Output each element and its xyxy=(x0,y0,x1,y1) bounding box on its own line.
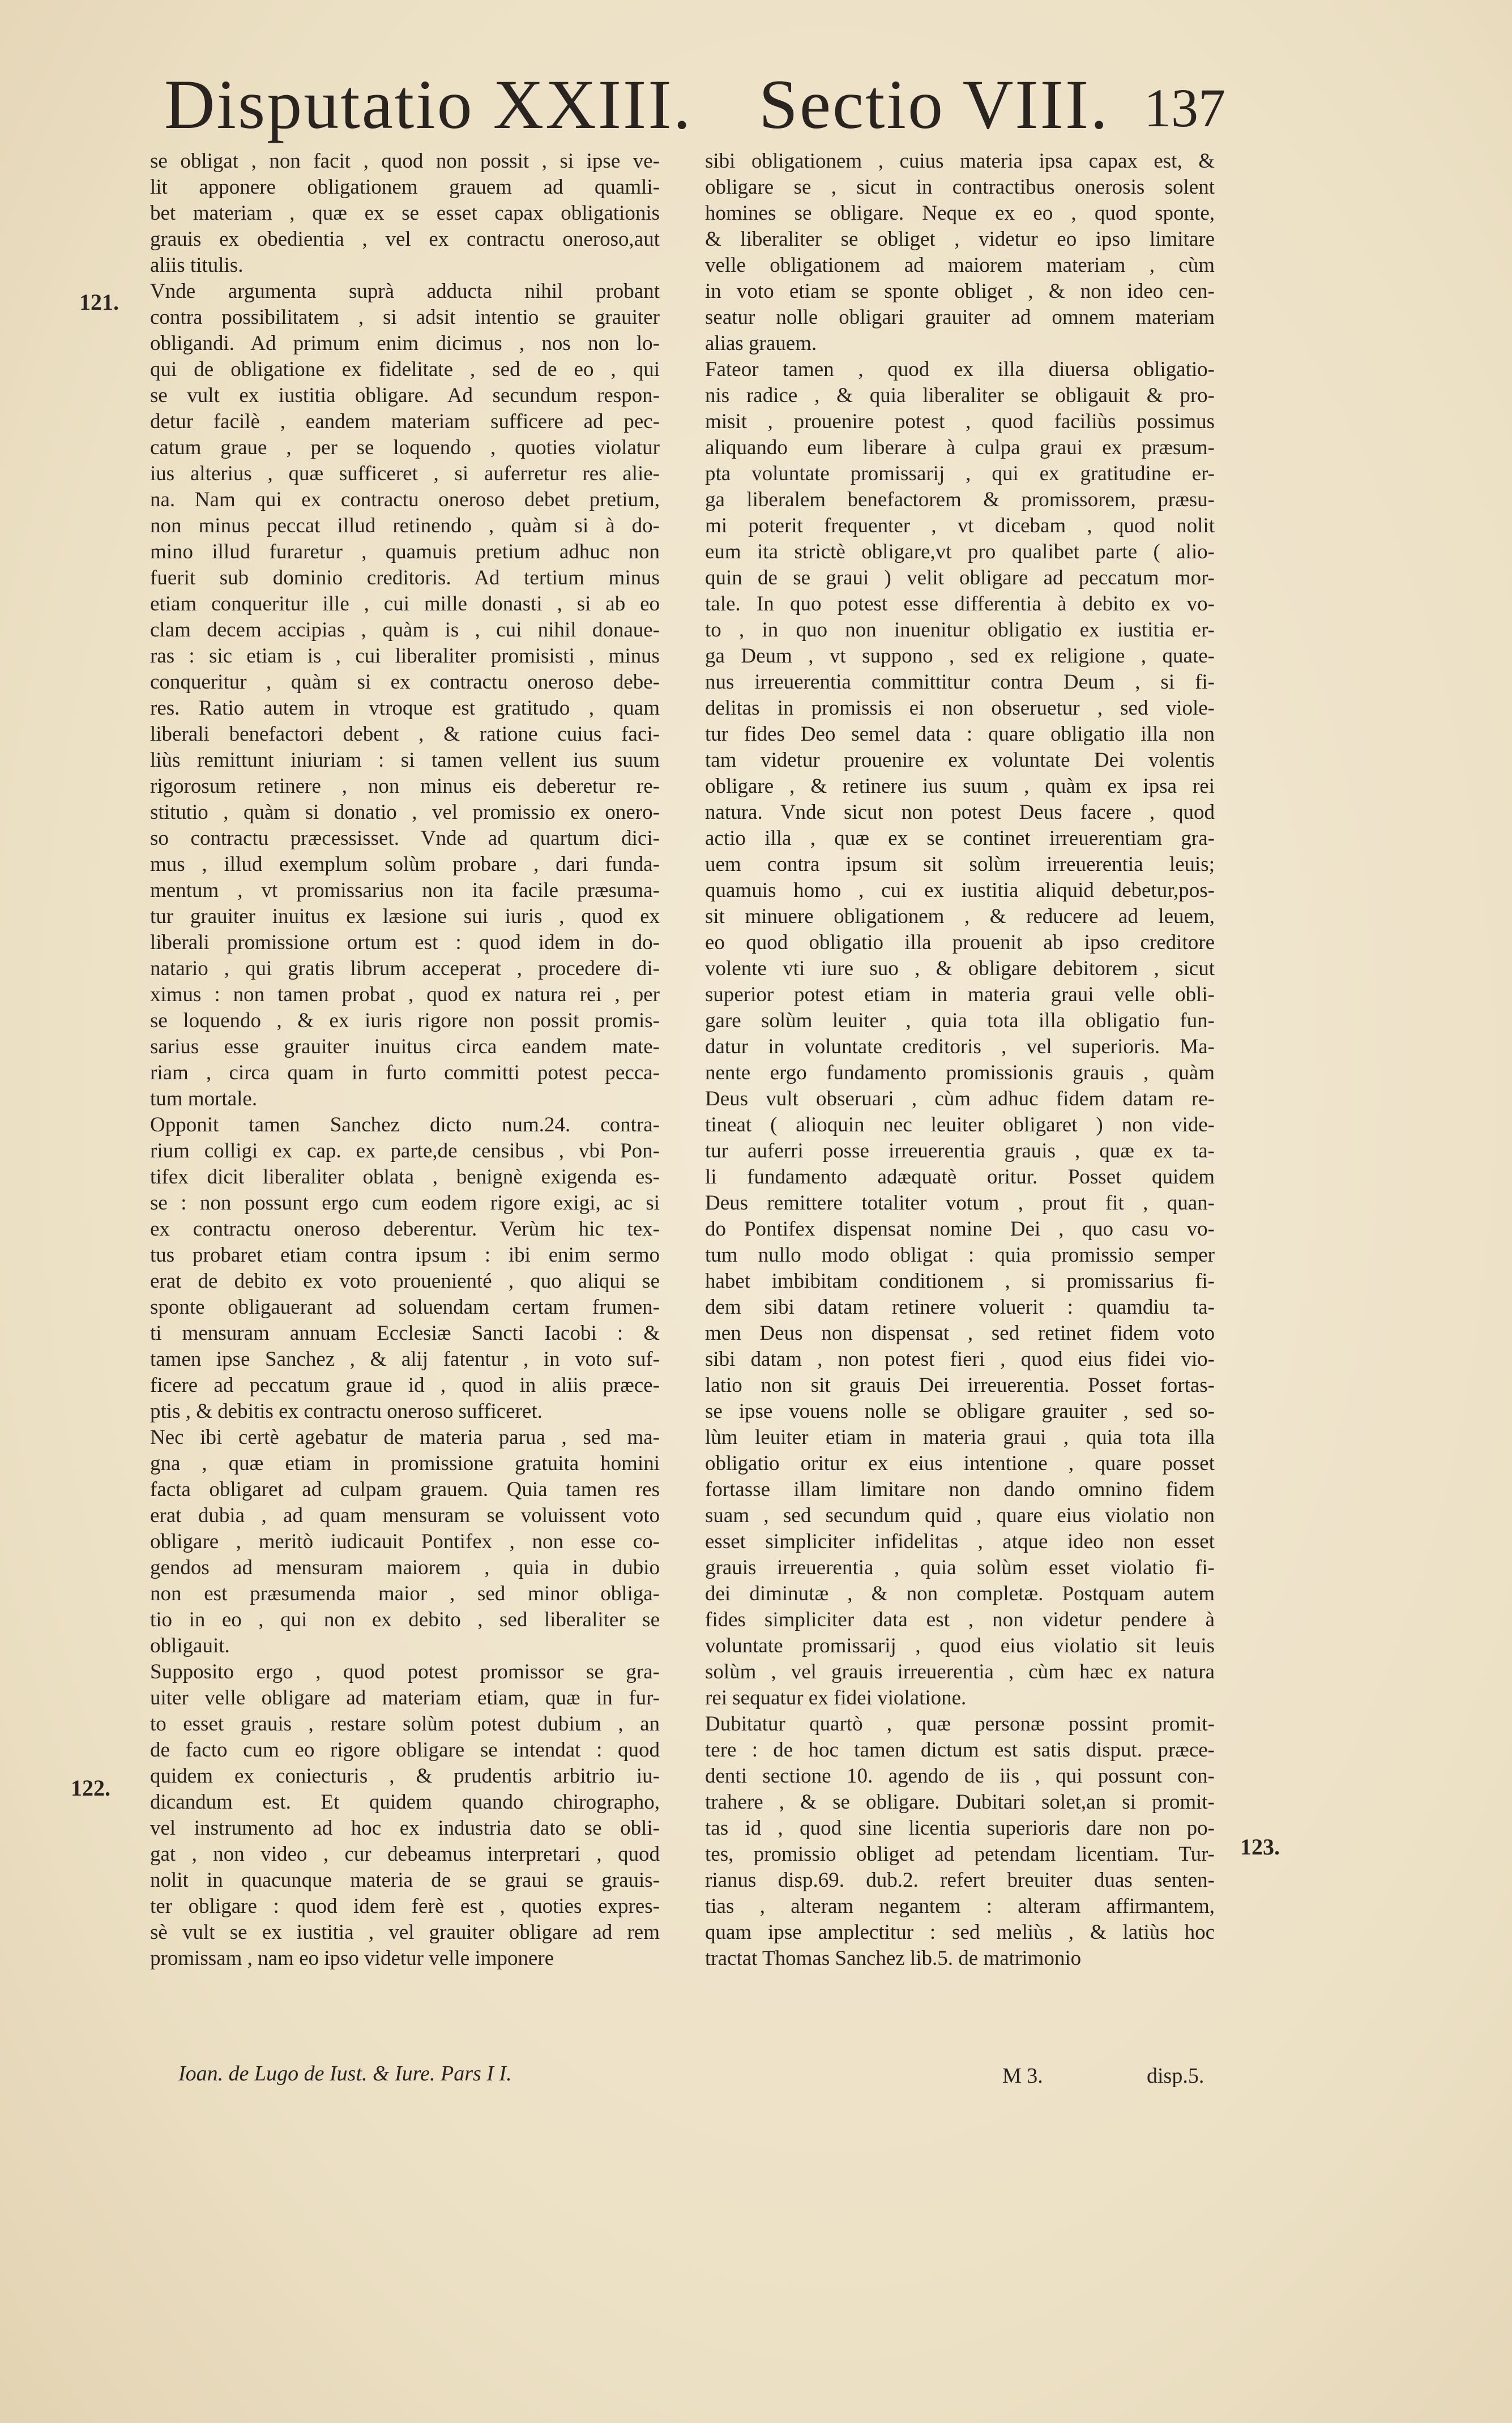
text-line: alias grauem. xyxy=(705,332,817,355)
text-line: mus , illud exemplum solùm probare , dari funda- xyxy=(150,853,660,876)
header-disputatio: Disputatio XXIII. xyxy=(164,66,693,143)
text-line: natura. Vnde sicut non potest Deus facere , quod xyxy=(705,801,1215,824)
text-line: de facto cum eo rigore obligare se intendat : quod xyxy=(150,1738,660,1762)
text-line: esset simpliciter infidelitas , atque ideo non esset xyxy=(705,1530,1215,1553)
text-line: to , in quo non inuenitur obligatio ex iustitia er- xyxy=(705,618,1215,642)
text-line: tas id , quod sine licentia superioris dare non po- xyxy=(705,1817,1215,1840)
text-line: liberali benefactori debent , & ratione cuius faci- xyxy=(150,723,660,746)
text-line: actio illa , quæ ex se continet irreuerentiam gra- xyxy=(705,827,1215,850)
text-line: eum ita strictè obligare,vt pro qualibet parte ( alio- xyxy=(705,540,1215,563)
text-line: se obligat , non facit , quod non possit , si ipse ve- xyxy=(150,149,660,173)
text-line: mino illud furaretur , quamuis pretium adhuc non xyxy=(150,540,660,563)
text-line: tur auferri posse irreuerentia grauis , quæ ex ta- xyxy=(705,1139,1215,1163)
text-line: ti mensuram annuam Ecclesiæ Sancti Iacobi : & xyxy=(150,1322,660,1345)
text-line: nente ergo fundamento promissionis grauis , quàm xyxy=(705,1061,1215,1084)
text-line: lit apponere obligationem grauem ad quamli- xyxy=(150,176,660,199)
text-line: ius alterius , quæ sufficeret , si auferretur res alie- xyxy=(150,462,660,485)
text-line: fides simpliciter data est , non videtur pendere à xyxy=(705,1608,1215,1631)
text-line: clam decem accipias , quàm is , cui nihil donaue- xyxy=(150,618,660,642)
text-line: voluntate promissarij , quod eius violatio sit leuis xyxy=(705,1634,1215,1657)
text-line: gat , non video , cur debeamus interpretari , quod xyxy=(150,1843,660,1866)
text-line: trahere , & se obligare. Dubitari solet,an si promit- xyxy=(705,1790,1215,1814)
text-line: fuerit sub dominio creditoris. Ad tertium minus xyxy=(150,566,660,589)
text-line: Opponit tamen Sanchez dicto num.24. contra- xyxy=(150,1113,660,1136)
text-line: catum graue , per se loquendo , quoties violatur xyxy=(150,436,660,459)
text-line: promissam , nam eo ipso videtur velle imponere xyxy=(150,1947,554,1970)
text-line: ficere ad peccatum graue id , quod in aliis præce- xyxy=(150,1374,660,1397)
text-line: ras : sic etiam is , cui liberaliter promisisti , minus xyxy=(150,644,660,668)
text-line: grauis ex obedientia , vel ex contractu oneroso,aut xyxy=(150,228,660,251)
text-line: datur in voluntate creditoris , vel superioris. Ma- xyxy=(705,1035,1215,1058)
text-line: se ipse vouens nolle se obligare grauiter , sed so- xyxy=(705,1400,1215,1423)
text-line: rianus disp.69. dub.2. refert breuiter duas senten- xyxy=(705,1869,1215,1892)
text-line: habet imbibitam conditionem , si promissarius fi- xyxy=(705,1270,1215,1293)
page-footer xyxy=(150,2056,1226,2101)
text-line: mi poterit frequenter , vt dicebam , quod nolit xyxy=(705,514,1215,537)
running-header xyxy=(164,62,1240,147)
text-line: uem contra ipsum sit solùm irreuerentia leuis; xyxy=(705,853,1215,876)
text-line: liùs remittunt iniuriam : si tamen vellent ius suum xyxy=(150,749,660,772)
text-line: Vnde argumenta suprà adducta nihil probant xyxy=(150,280,660,303)
text-line: se vult ex iustitia obligare. Ad secundum respon- xyxy=(150,384,660,407)
text-line: rei sequatur ex fidei violatione. xyxy=(705,1686,967,1710)
text-line: tifex dicit liberaliter oblata , benignè exigenda es- xyxy=(150,1165,660,1189)
text-line: tias , alteram negantem : alteram affirmantem, xyxy=(705,1895,1215,1918)
margin-number: 122. xyxy=(71,1775,110,1801)
text-line: misit , prouenire potest , quod faciliùs possimus xyxy=(705,410,1215,433)
text-line: riam , circa quam in furto committi potest pecca- xyxy=(150,1061,660,1084)
text-line: denti sectione 10. agendo de iis , qui possunt con- xyxy=(705,1764,1215,1788)
text-line: sè vult se ex iustitia , vel grauiter obligare ad rem xyxy=(150,1921,660,1944)
text-line: mentum , vt promissarius non ita facile præsuma- xyxy=(150,879,660,902)
text-line: ga liberalem benefactorem & promissorem, præsu- xyxy=(705,488,1215,511)
text-line: volente vti iure suo , & obligare debitorem , sicut xyxy=(705,957,1215,980)
text-line: & liberaliter se obliget , videtur eo ipso limitare xyxy=(705,228,1215,251)
text-line: quamuis homo , cui ex iustitia aliquid debetur,pos- xyxy=(705,879,1215,902)
text-line: grauis irreuerentia , quia solùm esset violatio fi- xyxy=(705,1556,1215,1579)
text-line: quam ipse amplectitur : sed meliùs , & latiùs hoc xyxy=(705,1921,1215,1944)
signature-mark: M 3. xyxy=(1002,2064,1043,2088)
text-line: fortasse illam limitare non dando omnino fidem xyxy=(705,1478,1215,1501)
text-line: Deus remittere totaliter votum , prout fit , quan- xyxy=(705,1191,1215,1215)
catchword: disp.5. xyxy=(1147,2064,1205,2088)
text-line: etiam conqueritur ille , cui mille donasti , si ab eo xyxy=(150,592,660,616)
text-line: erat dubia , ad quam mensuram se voluissent voto xyxy=(150,1504,660,1527)
text-line: aliis titulis. xyxy=(150,254,244,277)
text-line: dicandum est. Et quidem quando chirographo, xyxy=(150,1790,660,1814)
text-line: vel instrumento ad hoc ex industria dato se obli- xyxy=(150,1817,660,1840)
text-line: suam , sed secundum quid , quare eius violatio non xyxy=(705,1504,1215,1527)
right-column xyxy=(705,148,1215,1972)
text-line: detur facilè , eandem materiam sufficere ad pec- xyxy=(150,410,660,433)
text-line: delitas in promissis ei non obseruetur , sed viole- xyxy=(705,696,1215,720)
text-line: dem sibi datam retinere voluerit : quamdiu ta- xyxy=(705,1296,1215,1319)
text-line: natario , qui gratis librum acceperat , procedere di- xyxy=(150,957,660,980)
text-line: eo quod obligatio illa prouenit ab ipso creditore xyxy=(705,931,1215,954)
text-line: latio non sit grauis Dei irreuerentia. Posset fortas- xyxy=(705,1374,1215,1397)
text-line: tum nullo modo obligat : quia promissio semper xyxy=(705,1243,1215,1267)
text-line: sibi datam , non potest fieri , quod eius fidei vio- xyxy=(705,1348,1215,1371)
text-line: tum mortale. xyxy=(150,1087,258,1110)
text-line: sit minuere obligationem , & reducere ad leuem, xyxy=(705,905,1215,928)
text-line: men Deus non dispensat , sed retinet fidem voto xyxy=(705,1322,1215,1345)
text-line: li fundamento adæquatè oritur. Posset quidem xyxy=(705,1165,1215,1189)
left-column xyxy=(150,148,660,1972)
text-line: gendos ad mensuram maiorem , quia in dubio xyxy=(150,1556,660,1579)
text-line: ximus : non tamen probat , quod ex natura rei , per xyxy=(150,983,660,1006)
page-number: 137 xyxy=(1144,78,1225,138)
text-line: so contractu præcessisset. Vnde ad quartum dici- xyxy=(150,827,660,850)
text-line: nus irreuerentia committitur contra Deum , si fi- xyxy=(705,670,1215,694)
text-line: obligandi. Ad primum enim dicimus , nos non lo- xyxy=(150,332,660,355)
text-line: to esset grauis , restare solùm potest dubium , an xyxy=(150,1712,660,1736)
text-line: se : non possunt ergo cum eodem rigore exigi, ac si xyxy=(150,1191,660,1215)
text-line: res. Ratio autem in vtroque est gratitudo , quam xyxy=(150,696,660,720)
text-line: Nec ibi certè agebatur de materia parua , sed ma- xyxy=(150,1426,660,1449)
text-line: stitutio , quàm si donatio , vel promissio ex onero- xyxy=(150,801,660,824)
text-line: velle obligationem ad maiorem materiam , cùm xyxy=(705,254,1215,277)
text-line: obligauit. xyxy=(150,1634,230,1657)
text-line: ptis , & debitis ex contractu oneroso sufficeret. xyxy=(150,1400,543,1423)
text-line: quin de se graui ) velit obligare ad peccatum mor- xyxy=(705,566,1215,589)
text-line: erat de debito ex voto prouenienté , quo aliqui se xyxy=(150,1270,660,1293)
text-line: in voto etiam se sponte obliget , & non ideo cen- xyxy=(705,280,1215,303)
text-line: obligare se , sicut in contractibus onerosis solent xyxy=(705,176,1215,199)
text-line: sibi obligationem , cuius materia ipsa capax est, & xyxy=(705,149,1215,173)
text-line: solùm , vel grauis irreuerentia , cùm hæc ex natura xyxy=(705,1660,1215,1683)
text-line: seatur nolle obligari grauiter ad omnem materiam xyxy=(705,306,1215,329)
text-line: dei diminutæ , & non completæ. Postquam autem xyxy=(705,1582,1215,1605)
text-line: pta voluntate promissarij , qui ex gratitudine er- xyxy=(705,462,1215,485)
text-line: tractat Thomas Sanchez lib.5. de matrimonio xyxy=(705,1947,1082,1970)
text-line: conqueritur , quàm si ex contractu oneroso debe- xyxy=(150,670,660,694)
text-line: non minus peccat illud retinendo , quàm si à do- xyxy=(150,514,660,537)
text-line: tere : de hoc tamen dictum est satis disput. præce- xyxy=(705,1738,1215,1762)
text-line: nolit in quacunque materia de se graui se grauis- xyxy=(150,1869,660,1892)
text-line: contra possibilitatem , si adsit intentio se grauiter xyxy=(150,306,660,329)
text-line: lùm leuiter etiam in materia graui , quia tota illa xyxy=(705,1426,1215,1449)
text-line: do Pontifex dispensat nomine Dei , quo casu vo- xyxy=(705,1217,1215,1241)
text-line: ex contractu oneroso deberentur. Verùm hic tex- xyxy=(150,1217,660,1241)
text-line: na. Nam qui ex contractu oneroso debet pretium, xyxy=(150,488,660,511)
text-line: tineat ( alioquin nec leuiter obligaret ) non vide- xyxy=(705,1113,1215,1136)
text-line: tes, promissio obliget ad petendam licentiam. Tur- xyxy=(705,1843,1215,1866)
footer-title: Ioan. de Lugo de Iust. & Iure. Pars I I. xyxy=(178,2062,512,2086)
text-line: liberali promissione ortum est : quod idem in do- xyxy=(150,931,660,954)
text-line: Dubitatur quartò , quæ personæ possint promit- xyxy=(705,1712,1215,1736)
text-line: sarius esse grauiter inuitus circa eandem mate- xyxy=(150,1035,660,1058)
text-line: bet materiam , quæ ex se esset capax obligationis xyxy=(150,202,660,225)
text-line: tale. In quo potest esse differentia à debito ex vo- xyxy=(705,592,1215,616)
text-line: Deus vult obseruari , cùm adhuc fidem datam re- xyxy=(705,1087,1215,1110)
text-line: se loquendo , & ex iuris rigore non possit promis- xyxy=(150,1009,660,1032)
text-line: homines se obligare. Neque ex eo , quod sponte, xyxy=(705,202,1215,225)
text-line: obligatio oritur ex eius intentione , quare posset xyxy=(705,1452,1215,1475)
text-line: tur fides Deo semel data : quare obligatio illa non xyxy=(705,723,1215,746)
text-line: quidem ex coniecturis , & prudentis arbitrio iu- xyxy=(150,1764,660,1788)
text-line: sponte obligauerant ad soluendam certam frumen- xyxy=(150,1296,660,1319)
text-line: Fateor tamen , quod ex illa diuersa obligatio- xyxy=(705,358,1215,381)
text-line: tam videtur prouenire ex voluntate Dei volentis xyxy=(705,749,1215,772)
text-line: gare solùm leuiter , quia tota illa obligatio fun- xyxy=(705,1009,1215,1032)
text-line: tamen ipse Sanchez , & alij fatentur , in voto suf- xyxy=(150,1348,660,1371)
text-line: tur grauiter inuitus ex læsione sui iuris , quod ex xyxy=(150,905,660,928)
text-line: nis radice , & quia liberaliter se obligauit & pro- xyxy=(705,384,1215,407)
margin-number: 121. xyxy=(79,289,119,315)
text-line: rium colligi ex cap. ex parte,de censibus , vbi Pon- xyxy=(150,1139,660,1163)
text-line: aliquando eum liberare à culpa graui ex præsum- xyxy=(705,436,1215,459)
text-line: uiter velle obligare ad materiam etiam, quæ in fur- xyxy=(150,1686,660,1710)
text-line: rigorosum retinere , non minus eis deberetur re- xyxy=(150,775,660,798)
text-line: tus probaret etiam contra ipsum : ibi enim sermo xyxy=(150,1243,660,1267)
text-line: superior potest etiam in materia graui velle obli- xyxy=(705,983,1215,1006)
text-line: obligare , meritò iudicauit Pontifex , non esse co- xyxy=(150,1530,660,1553)
text-line: Supposito ergo , quod potest promissor se gra- xyxy=(150,1660,660,1683)
text-line: tio in eo , qui non ex debito , sed liberaliter se xyxy=(150,1608,660,1631)
header-sectio: Sectio VIII. xyxy=(759,66,1110,143)
text-line: gna , quæ etiam in promissione gratuita homini xyxy=(150,1452,660,1475)
text-line: qui de obligatione ex fidelitate , sed de eo , qui xyxy=(150,358,660,381)
text-line: obligare , & retinere ius suum , quàm ex ipsa rei xyxy=(705,775,1215,798)
text-line: facta obligaret ad culpam grauem. Quia tamen res xyxy=(150,1478,660,1501)
text-line: ter obligare : quod idem ferè est , quoties expres- xyxy=(150,1895,660,1918)
margin-number: 123. xyxy=(1240,1834,1280,1860)
text-line: non est præsumenda maior , sed minor obliga- xyxy=(150,1582,660,1605)
text-line: ga Deum , vt suppono , sed ex religione , quate- xyxy=(705,644,1215,668)
